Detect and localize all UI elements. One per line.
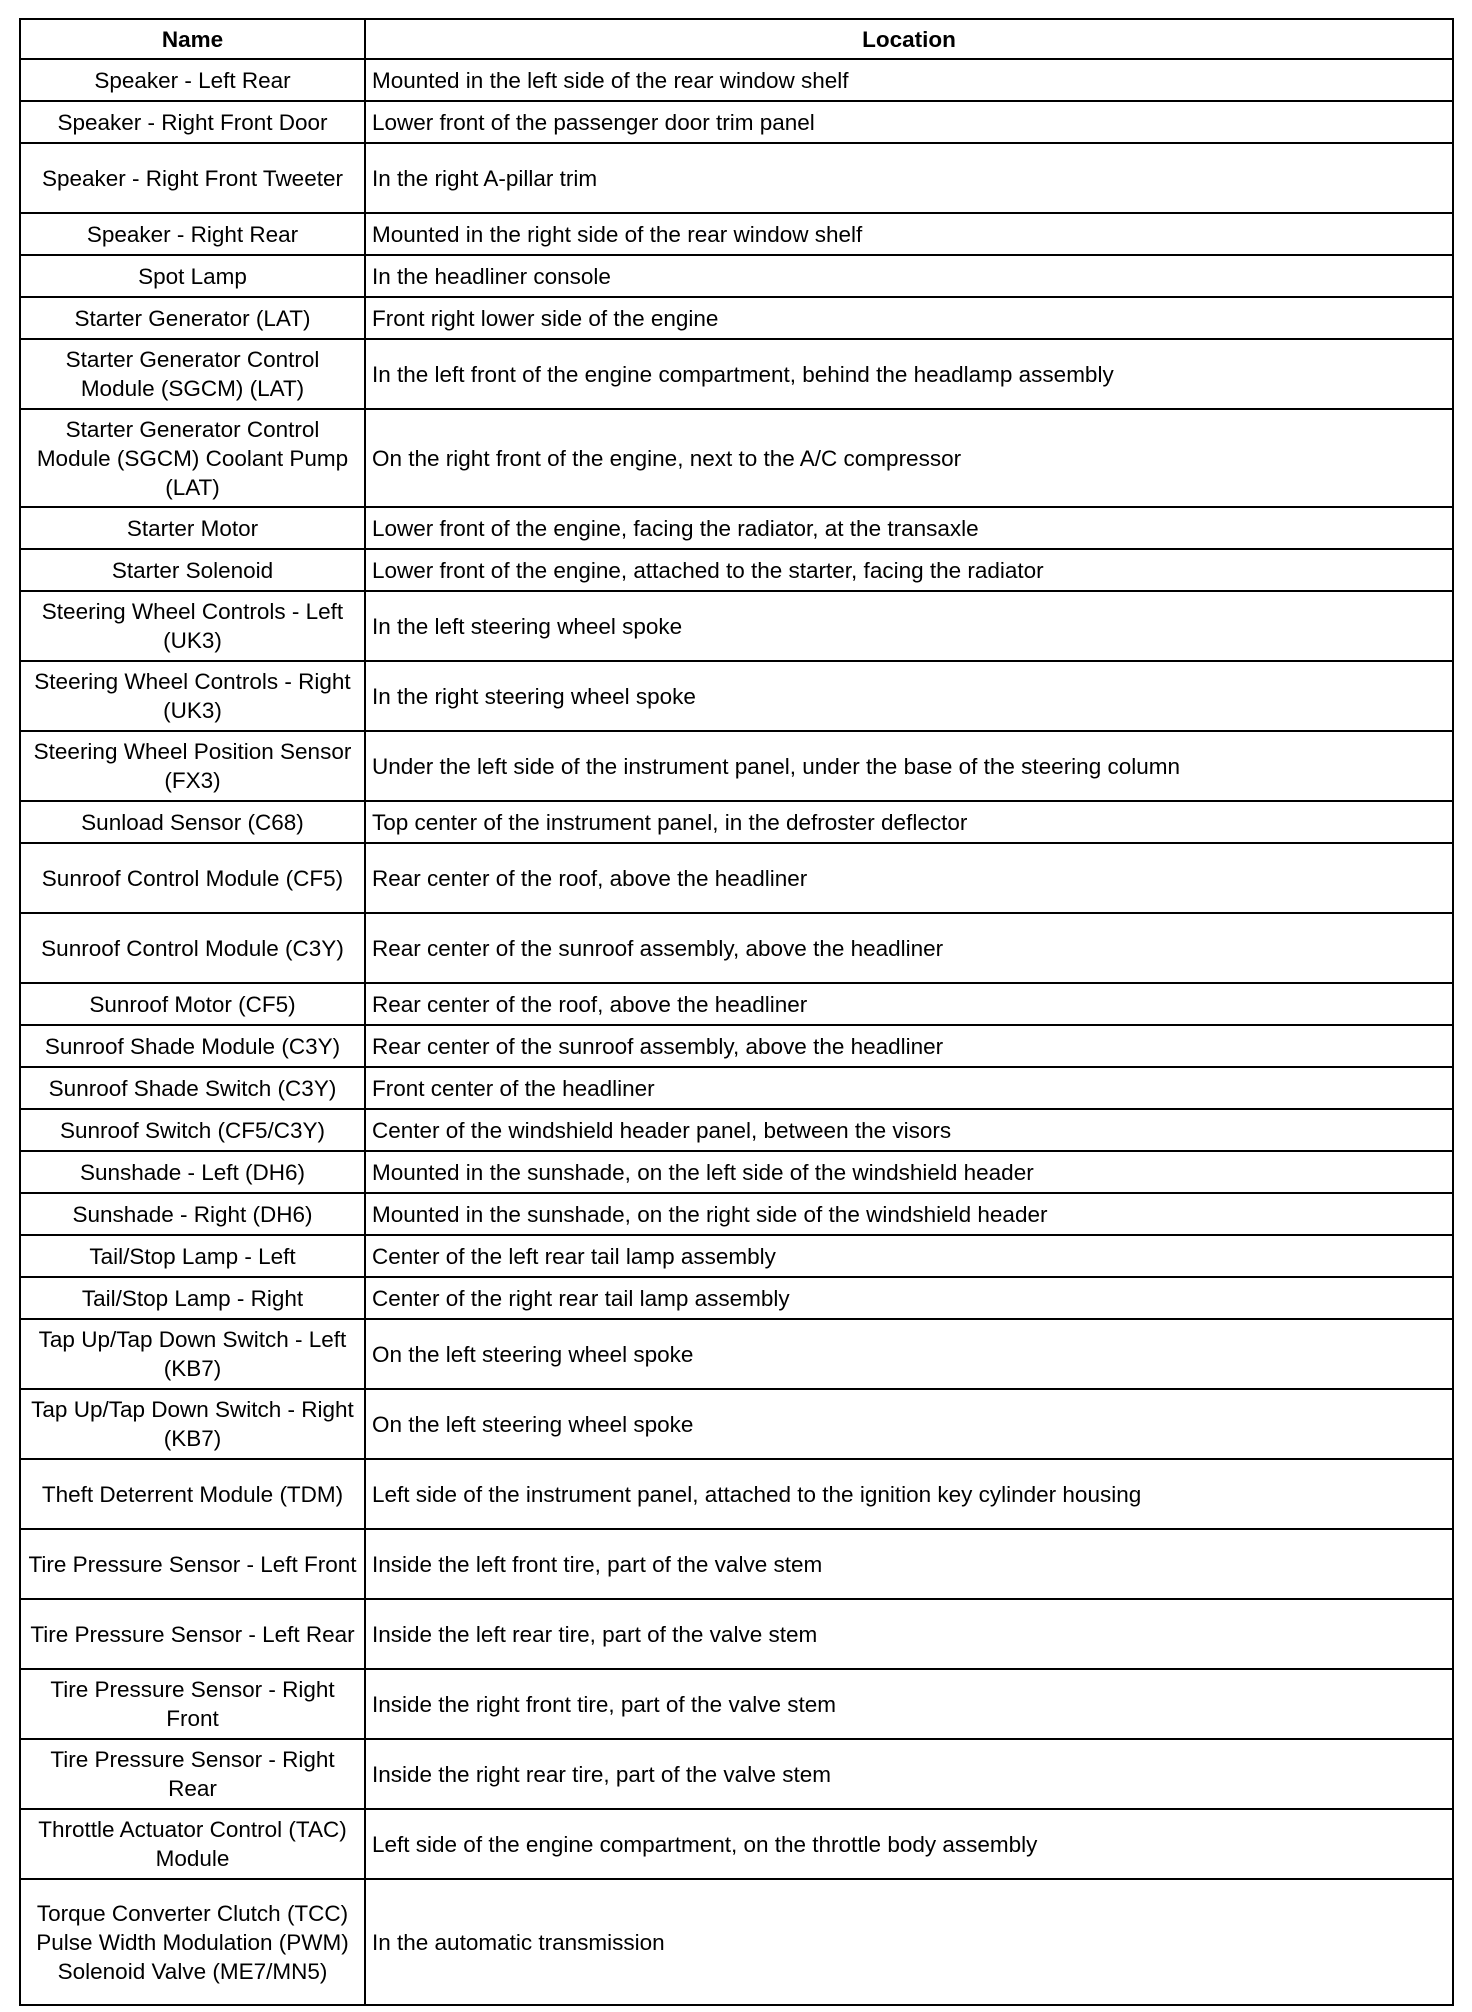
component-name: Speaker - Right Front Door <box>20 101 365 143</box>
header-name: Name <box>20 19 365 59</box>
component-location: Front center of the headliner <box>365 1067 1453 1109</box>
component-location: On the left steering wheel spoke <box>365 1319 1453 1389</box>
table-row <box>20 409 1453 507</box>
component-location: In the left steering wheel spoke <box>365 591 1453 661</box>
table-row <box>20 843 1453 913</box>
component-location: Mounted in the left side of the rear window shelf <box>365 59 1453 101</box>
component-name: Sunshade - Right (DH6) <box>20 1193 365 1235</box>
table-row <box>20 1193 1453 1235</box>
component-name: Sunroof Control Module (C3Y) <box>20 913 365 983</box>
component-name: Spot Lamp <box>20 255 365 297</box>
table-body <box>20 59 1453 2005</box>
component-name: Sunshade - Left (DH6) <box>20 1151 365 1193</box>
table-row <box>20 983 1453 1025</box>
component-location-table <box>19 18 1454 2006</box>
table-row <box>20 255 1453 297</box>
table-row <box>20 101 1453 143</box>
header-row <box>20 19 1453 59</box>
component-name: Tap Up/Tap Down Switch - Left (KB7) <box>20 1319 365 1389</box>
table-row <box>20 661 1453 731</box>
component-name: Tire Pressure Sensor - Left Front <box>20 1529 365 1599</box>
table-row <box>20 213 1453 255</box>
component-location: Lower front of the engine, attached to the starter, facing the radiator <box>365 549 1453 591</box>
table-row <box>20 1669 1453 1739</box>
table-row <box>20 913 1453 983</box>
table-row <box>20 1319 1453 1389</box>
table-row <box>20 1151 1453 1193</box>
component-location: On the left steering wheel spoke <box>365 1389 1453 1459</box>
table-row <box>20 1879 1453 2005</box>
component-name: Speaker - Left Rear <box>20 59 365 101</box>
table-row <box>20 731 1453 801</box>
component-name: Theft Deterrent Module (TDM) <box>20 1459 365 1529</box>
component-name: Starter Generator (LAT) <box>20 297 365 339</box>
table-row <box>20 1389 1453 1459</box>
component-location: In the left front of the engine compartment, behind the headlamp assembly <box>365 339 1453 409</box>
component-name: Sunroof Switch (CF5/C3Y) <box>20 1109 365 1151</box>
header-location: Location <box>365 19 1453 59</box>
component-location: Center of the right rear tail lamp assembly <box>365 1277 1453 1319</box>
component-name: Tail/Stop Lamp - Left <box>20 1235 365 1277</box>
component-location: Lower front of the engine, facing the radiator, at the transaxle <box>365 507 1453 549</box>
component-name: Starter Generator Control Module (SGCM) Coolant Pump (LAT) <box>20 409 365 507</box>
component-name: Starter Motor <box>20 507 365 549</box>
component-location: Inside the right rear tire, part of the valve stem <box>365 1739 1453 1809</box>
component-name: Throttle Actuator Control (TAC) Module <box>20 1809 365 1879</box>
component-location: Center of the windshield header panel, between the visors <box>365 1109 1453 1151</box>
component-name: Tail/Stop Lamp - Right <box>20 1277 365 1319</box>
component-location: In the headliner console <box>365 255 1453 297</box>
component-location: In the automatic transmission <box>365 1879 1453 2005</box>
table-row <box>20 549 1453 591</box>
component-name: Speaker - Right Front Tweeter <box>20 143 365 213</box>
table-row <box>20 507 1453 549</box>
component-location: Mounted in the sunshade, on the left side of the windshield header <box>365 1151 1453 1193</box>
component-location: Rear center of the sunroof assembly, above the headliner <box>365 1025 1453 1067</box>
component-name: Torque Converter Clutch (TCC) Pulse Width Modulation (PWM) Solenoid Valve (ME7/MN5) <box>20 1879 365 2005</box>
component-name: Tire Pressure Sensor - Right Rear <box>20 1739 365 1809</box>
component-location: Top center of the instrument panel, in the defroster deflector <box>365 801 1453 843</box>
table-row <box>20 591 1453 661</box>
component-name: Steering Wheel Controls - Right (UK3) <box>20 661 365 731</box>
component-location: Inside the left rear tire, part of the valve stem <box>365 1599 1453 1669</box>
table-row <box>20 1277 1453 1319</box>
component-location: Inside the left front tire, part of the valve stem <box>365 1529 1453 1599</box>
component-location: Mounted in the sunshade, on the right side of the windshield header <box>365 1193 1453 1235</box>
component-location: In the right steering wheel spoke <box>365 661 1453 731</box>
component-location: Left side of the engine compartment, on the throttle body assembly <box>365 1809 1453 1879</box>
table-row <box>20 143 1453 213</box>
component-location: Mounted in the right side of the rear window shelf <box>365 213 1453 255</box>
component-location: Inside the right front tire, part of the valve stem <box>365 1669 1453 1739</box>
table-row <box>20 1067 1453 1109</box>
component-name: Tire Pressure Sensor - Right Front <box>20 1669 365 1739</box>
table-row <box>20 1809 1453 1879</box>
table-row <box>20 297 1453 339</box>
table-row <box>20 339 1453 409</box>
component-location: Rear center of the sunroof assembly, above the headliner <box>365 913 1453 983</box>
table-row <box>20 1529 1453 1599</box>
component-location: Front right lower side of the engine <box>365 297 1453 339</box>
component-location: Center of the left rear tail lamp assembly <box>365 1235 1453 1277</box>
component-location: On the right front of the engine, next to the A/C compressor <box>365 409 1453 507</box>
table-row <box>20 801 1453 843</box>
table-row <box>20 59 1453 101</box>
component-name: Sunroof Control Module (CF5) <box>20 843 365 913</box>
component-location: Rear center of the roof, above the headliner <box>365 983 1453 1025</box>
table-row <box>20 1599 1453 1669</box>
component-name: Speaker - Right Rear <box>20 213 365 255</box>
table-row <box>20 1025 1453 1067</box>
table-row <box>20 1459 1453 1529</box>
component-name: Starter Generator Control Module (SGCM) (LAT) <box>20 339 365 409</box>
component-name: Steering Wheel Position Sensor (FX3) <box>20 731 365 801</box>
component-name: Starter Solenoid <box>20 549 365 591</box>
component-name: Sunroof Motor (CF5) <box>20 983 365 1025</box>
component-location: In the right A-pillar trim <box>365 143 1453 213</box>
component-location: Under the left side of the instrument panel, under the base of the steering column <box>365 731 1453 801</box>
table-row <box>20 1739 1453 1809</box>
component-name: Tap Up/Tap Down Switch - Right (KB7) <box>20 1389 365 1459</box>
component-name: Sunroof Shade Switch (C3Y) <box>20 1067 365 1109</box>
component-location: Lower front of the passenger door trim panel <box>365 101 1453 143</box>
table-row <box>20 1235 1453 1277</box>
component-location: Rear center of the roof, above the headliner <box>365 843 1453 913</box>
component-name: Tire Pressure Sensor - Left Rear <box>20 1599 365 1669</box>
component-name: Steering Wheel Controls - Left (UK3) <box>20 591 365 661</box>
component-location: Left side of the instrument panel, attached to the ignition key cylinder housing <box>365 1459 1453 1529</box>
component-name: Sunload Sensor (C68) <box>20 801 365 843</box>
component-name: Sunroof Shade Module (C3Y) <box>20 1025 365 1067</box>
table-row <box>20 1109 1453 1151</box>
